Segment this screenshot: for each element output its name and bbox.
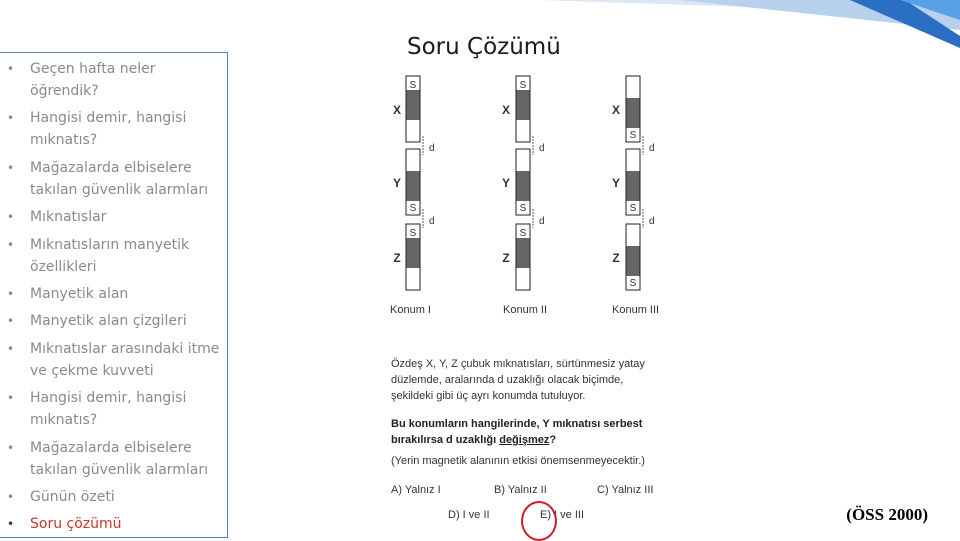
pole-label: S bbox=[629, 278, 637, 289]
question-bold-part-c: ? bbox=[549, 434, 557, 446]
row-label: Z bbox=[612, 251, 620, 265]
question-note: (Yerin magnetik alanının etkisi önemsenmeyecektir.) bbox=[391, 455, 645, 467]
agenda-item bbox=[0, 58, 227, 102]
row-label: Y bbox=[611, 176, 621, 190]
gap-label: d bbox=[429, 143, 435, 154]
agenda-item bbox=[0, 206, 227, 228]
option-c: C) Yalnız III bbox=[597, 484, 654, 496]
bullet-icon: • bbox=[7, 314, 15, 329]
question-line-1: Özdeş X, Y, Z çubuk mıknatısları, sürtünmesiz yatay bbox=[391, 358, 645, 370]
pole-label: N bbox=[519, 153, 527, 164]
agenda-item-label: Geçen hafta neler öğrendik? bbox=[30, 61, 156, 99]
gap-label: d bbox=[649, 216, 655, 227]
option-a: A) Yalnız I bbox=[391, 484, 441, 496]
position-label: Konum I bbox=[390, 304, 431, 316]
bullet-icon: • bbox=[7, 391, 15, 406]
bullet-icon: • bbox=[7, 237, 15, 252]
row-label: Z bbox=[502, 251, 510, 265]
agenda-item bbox=[0, 234, 227, 278]
agenda-item-label: Günün özeti bbox=[30, 488, 115, 505]
pole-label: N bbox=[629, 228, 637, 239]
option-d: D) I ve II bbox=[448, 509, 490, 521]
pole-label: S bbox=[519, 228, 527, 239]
pole-label: N bbox=[629, 80, 637, 91]
question-bold-part-a: bırakılırsa d uzaklığı bbox=[391, 434, 500, 446]
agenda-item-label: Soru çözümü bbox=[30, 516, 122, 533]
agenda-item bbox=[0, 437, 227, 481]
pole-label: N bbox=[409, 130, 417, 141]
question-bold-underlined: değişmez bbox=[499, 434, 550, 446]
question-line-2: düzlemde, aralarında d uzaklığı olacak biçimde, bbox=[391, 374, 624, 386]
pole-label: S bbox=[629, 130, 637, 141]
source-label: (ÖSS 2000) bbox=[846, 505, 928, 524]
magnet-shading bbox=[627, 246, 640, 276]
bullet-icon: • bbox=[7, 160, 15, 175]
pole-label: S bbox=[409, 80, 417, 91]
row-label: X bbox=[392, 103, 402, 117]
agenda-item-label: Hangisi demir, hangisi mıknatıs? bbox=[30, 390, 187, 429]
bullet-icon: • bbox=[7, 341, 15, 356]
question-text bbox=[391, 356, 645, 404]
bullet-icon: • bbox=[7, 286, 15, 301]
row-label: Z bbox=[393, 251, 401, 265]
bullet-icon: • bbox=[7, 111, 15, 126]
magnet-shading bbox=[517, 90, 530, 120]
question-bold-line-1: Bu konumların hangilerinde, Y mıknatısı serbest bbox=[391, 418, 643, 430]
agenda-item bbox=[0, 283, 227, 305]
magnet-shading bbox=[407, 171, 420, 201]
option-e: E) I ve III bbox=[540, 509, 585, 521]
pole-label: N bbox=[409, 278, 417, 289]
agenda-item-label: Mıknatıslar bbox=[30, 209, 107, 226]
gap-label: d bbox=[429, 216, 435, 227]
pole-label: S bbox=[519, 80, 527, 91]
magnet-figure bbox=[380, 70, 680, 320]
bullet-icon: • bbox=[7, 489, 15, 504]
page-title: Soru Çözümü bbox=[407, 34, 561, 60]
gap-label: d bbox=[539, 216, 545, 227]
magnet-shading bbox=[407, 90, 420, 120]
agenda-item bbox=[0, 486, 227, 508]
agenda-item-label: Mıknatısların manyetik özellikleri bbox=[30, 236, 190, 275]
bullet-icon: • bbox=[7, 517, 15, 532]
magnet-shading bbox=[517, 238, 530, 268]
agenda-item-label: Manyetik alan bbox=[30, 285, 129, 302]
pole-label: S bbox=[409, 203, 417, 214]
pole-label: N bbox=[409, 153, 417, 164]
question-bold-line-2 bbox=[391, 432, 642, 448]
pole-label: N bbox=[519, 278, 527, 289]
bullet-icon: • bbox=[7, 210, 15, 225]
agenda-item-label: Mıknatıslar arasındaki itme ve çekme kuvveti bbox=[30, 340, 220, 379]
pole-label: S bbox=[629, 203, 637, 214]
agenda-list bbox=[0, 53, 227, 535]
agenda-item-label: Mağazalarda elbiselere takılan güvenlik alarmları bbox=[30, 439, 209, 478]
position-label: Konum II bbox=[503, 304, 548, 316]
position-label: Konum III bbox=[612, 304, 660, 316]
agenda-sidebar bbox=[0, 52, 228, 538]
pole-label: N bbox=[519, 130, 527, 141]
agenda-item bbox=[0, 338, 227, 382]
magnet-shading bbox=[407, 238, 420, 268]
pole-label: N bbox=[629, 153, 637, 164]
pole-label: S bbox=[409, 228, 417, 239]
bullet-icon: • bbox=[7, 440, 15, 455]
row-label: X bbox=[501, 103, 511, 117]
question-line-3: şekildeki gibi üç ayrı konumda tutuluyor. bbox=[391, 390, 586, 402]
answer-circle bbox=[521, 501, 557, 541]
agenda-item bbox=[0, 387, 227, 431]
magnet-shading bbox=[517, 171, 530, 201]
agenda-item-label: Manyetik alan çizgileri bbox=[30, 313, 187, 330]
agenda-item-label: Mağazalarda elbiselere takılan güvenlik alarmları bbox=[30, 159, 209, 198]
question-prompt bbox=[391, 416, 642, 448]
gap-label: d bbox=[649, 143, 655, 154]
agenda-item bbox=[0, 310, 227, 332]
row-label: Y bbox=[392, 176, 402, 190]
row-label: X bbox=[611, 103, 621, 117]
agenda-item bbox=[0, 157, 227, 201]
magnet-shading bbox=[627, 98, 640, 128]
pole-label: S bbox=[519, 203, 527, 214]
agenda-item bbox=[0, 513, 227, 535]
bullet-icon: • bbox=[7, 62, 15, 76]
gap-label: d bbox=[539, 143, 545, 154]
agenda-item bbox=[0, 107, 227, 151]
row-label: Y bbox=[501, 176, 511, 190]
agenda-item-label: Hangisi demir, hangisi mıknatıs? bbox=[30, 110, 187, 149]
option-b: B) Yalnız II bbox=[494, 484, 547, 496]
magnet-shading bbox=[627, 171, 640, 201]
